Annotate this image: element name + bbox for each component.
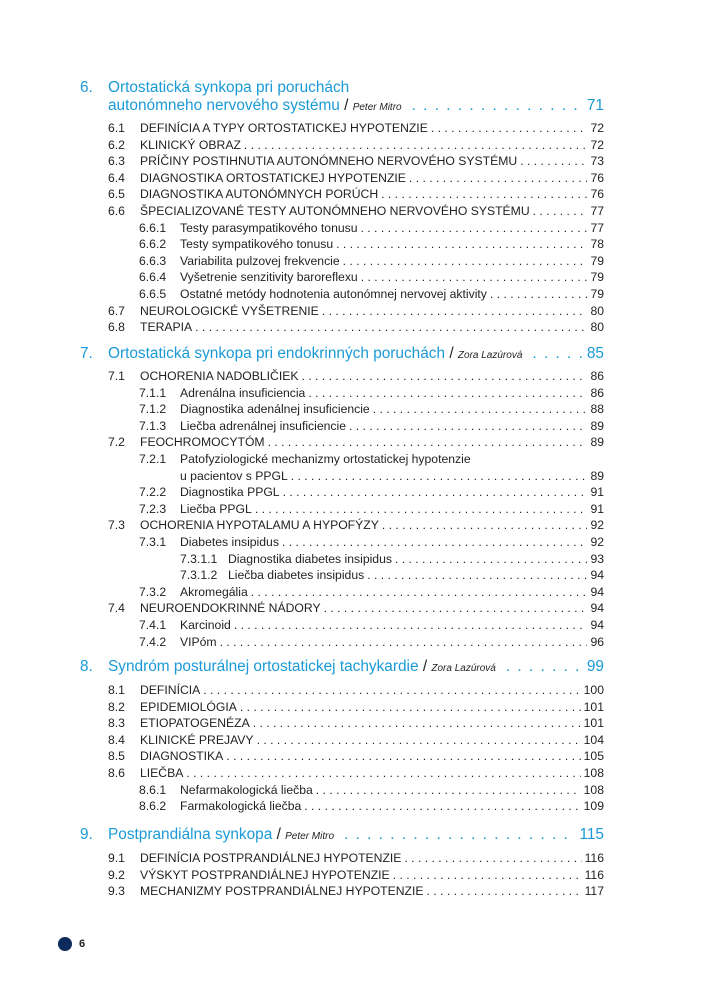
entry-page: 101 <box>583 699 604 714</box>
toc-entry[interactable] <box>108 868 604 883</box>
entry-page: 77 <box>590 204 604 218</box>
dot-leader <box>283 485 588 500</box>
entry-title: DEFINÍCIA POSTPRANDIÁLNEJ HYPOTENZIE <box>140 851 402 865</box>
dot-leader <box>244 138 588 153</box>
entry-number: 7.2 <box>108 435 125 450</box>
dot-leader <box>431 121 588 136</box>
entry-page: 105 <box>583 749 604 764</box>
entry-title: VIPóm <box>180 634 217 649</box>
toc-entry[interactable] <box>139 237 604 252</box>
entry-number: 6.6.1 <box>139 220 167 235</box>
toc-entry[interactable] <box>108 749 604 764</box>
chapter-number: 7. <box>80 345 93 362</box>
dot-leader <box>412 97 583 115</box>
toc-entry[interactable] <box>139 485 604 500</box>
chapter-title: Ortostatická synkopa pri endokrinných poruchách <box>108 345 446 362</box>
separator: / <box>344 97 349 114</box>
entry-number: 8.5 <box>108 749 125 764</box>
chapter-author: Peter Mitro <box>352 102 402 113</box>
chapter-number: 9. <box>80 826 93 843</box>
entry-title: PRÍČINY POSTIHNUTIA AUTONÓMNEHO NERVOVÉHO SYSTÉMU <box>140 154 518 169</box>
chapter-author: Zora Lazúrová <box>457 350 523 361</box>
chapter-number: 8. <box>80 658 93 675</box>
entry-title: LIEČBA <box>140 766 184 780</box>
entry-title: ŠPECIALIZOVANÉ TESTY AUTONÓMNEHO NERVOVÉHO SYSTÉMU <box>140 204 530 218</box>
dot-leader <box>490 287 588 302</box>
entry-page: 93 <box>590 551 604 566</box>
entry-title: EPIDEMIOLÓGIA <box>140 699 237 714</box>
entry-page: 96 <box>590 634 604 649</box>
dot-leader <box>336 237 587 252</box>
dot-leader <box>195 320 587 335</box>
entry-number: 8.6.2 <box>139 799 167 814</box>
entry-page: 79 <box>590 270 604 285</box>
dot-leader <box>361 270 588 285</box>
entry-title: Vyšetrenie senzitivity baroreflexu <box>180 270 358 285</box>
entry-title: Testy sympatikového tonusu <box>180 237 334 252</box>
entry-title: Diagnostika adenálnej insuficiencie <box>180 402 370 417</box>
dot-leader <box>253 716 581 731</box>
dot-leader <box>322 304 588 319</box>
entry-page: 77 <box>590 220 604 235</box>
toc-entry[interactable] <box>108 304 604 319</box>
entry-page: 73 <box>590 154 604 169</box>
toc-entry[interactable] <box>139 419 604 434</box>
entry-title: Adrenálna insuficiencia <box>180 385 306 400</box>
chapter-page: 85 <box>586 345 604 362</box>
entry-page: 89 <box>590 468 604 483</box>
chapter-author: Zora Lazúrová <box>431 663 496 674</box>
entry-title: KLINICKÉ PREJAVY <box>140 732 254 747</box>
dot-leader <box>349 419 587 434</box>
entry-page: 89 <box>590 418 604 433</box>
dot-leader <box>255 502 588 517</box>
entry-page: 100 <box>583 683 604 697</box>
entry-title: DIAGNOSTIKA ORTOSTATICKEJ HYPOTENZIE <box>140 170 406 185</box>
entry-title: KLINICKÝ OBRAZ <box>140 137 241 152</box>
entry-title: Liečba adrenálnej insuficiencie <box>180 418 346 433</box>
toc-entry[interactable] <box>139 783 604 798</box>
entry-page: 72 <box>590 121 604 135</box>
toc-entry[interactable] <box>108 154 604 169</box>
dot-leader <box>324 601 588 616</box>
entry-page: 79 <box>590 287 604 301</box>
chapter-number: 6. <box>80 79 93 96</box>
entry-number: 8.6.1 <box>139 782 167 797</box>
entry-page: 76 <box>590 170 604 185</box>
dot-leader <box>520 154 587 169</box>
toc-entry[interactable] <box>180 568 604 583</box>
toc-entry[interactable] <box>108 138 604 153</box>
dot-leader <box>234 618 588 633</box>
dot-leader <box>220 635 588 650</box>
dot-leader <box>291 469 588 484</box>
entry-page: 109 <box>583 799 604 814</box>
toc-entry[interactable] <box>108 320 604 335</box>
entry-title: DEFINÍCIA <box>140 683 201 697</box>
entry-title: Nefarmakologická liečba <box>180 782 313 797</box>
dot-leader <box>186 766 580 781</box>
entry-number: 8.1 <box>108 683 125 697</box>
entry-title: DIAGNOSTIKA AUTONÓMNYCH PORÚCH <box>140 187 379 202</box>
footer-page-number: 6 <box>79 938 86 950</box>
entry-title: NEUROLOGICKÉ VYŠETRENIE <box>140 303 319 318</box>
toc-entry[interactable] <box>139 270 604 285</box>
entry-title: FEOCHROMOCYTÓM <box>140 435 265 450</box>
entry-page: 92 <box>590 535 604 549</box>
chapter-6-title-line1 <box>80 79 349 97</box>
dot-leader <box>506 658 583 676</box>
entry-page: 79 <box>590 253 604 268</box>
entry-page: 94 <box>590 568 604 583</box>
toc-entry[interactable] <box>108 683 604 698</box>
entry-title: Liečba diabetes insipidus <box>228 568 365 583</box>
dot-leader <box>343 254 588 269</box>
entry-page: 108 <box>583 766 604 780</box>
entry-title: OCHORENIA HYPOTALAMU A HYPOFÝZY <box>140 518 379 533</box>
entry-page: 94 <box>590 601 604 616</box>
dot-leader <box>251 585 588 600</box>
toc-entry[interactable] <box>108 716 604 731</box>
entry-title: Farmakologická liečba <box>180 799 302 814</box>
entry-number: 6.1 <box>108 121 125 135</box>
entry-number: 7.1.3 <box>139 418 167 433</box>
entry-page: 86 <box>590 369 604 383</box>
entry-number: 6.7 <box>108 303 125 318</box>
separator: / <box>276 826 281 843</box>
entry-number: 8.2 <box>108 699 125 714</box>
toc-entry[interactable] <box>108 187 604 202</box>
entry-page: 108 <box>583 782 604 797</box>
toc-entry-continuation[interactable] <box>180 469 604 484</box>
toc-entry[interactable] <box>139 585 604 600</box>
entry-number: 7.3.2 <box>139 584 167 599</box>
toc-entry[interactable] <box>139 799 604 814</box>
toc-entry[interactable] <box>108 518 604 533</box>
entry-title: Liečba PPGL <box>180 501 252 516</box>
entry-title: Patofyziologické mechanizmy ortostatickej hypotenzie <box>180 452 471 466</box>
entry-title: OCHORENIA NADOBLIČIEK <box>140 369 299 383</box>
entry-page: 91 <box>590 485 604 500</box>
entry-number: 7.3.1.2 <box>180 568 218 583</box>
entry-number: 7.4.1 <box>139 618 167 632</box>
entry-title: Ostatné metódy hodnotenia autonómnej nervovej aktivity <box>180 287 487 301</box>
dot-leader <box>395 552 587 567</box>
entry-title: VÝSKYT POSTPRANDIÁLNEJ HYPOTENZIE <box>140 867 390 882</box>
entry-page: 92 <box>590 518 604 533</box>
entry-number: 9.3 <box>108 884 125 899</box>
entry-number: 7.1 <box>108 369 125 383</box>
toc-entry[interactable] <box>108 369 604 384</box>
toc-entry[interactable] <box>108 204 604 219</box>
entry-page: 104 <box>583 732 604 747</box>
entry-page: 78 <box>590 237 604 252</box>
entry-page: 76 <box>590 187 604 202</box>
toc-entry[interactable] <box>108 171 604 186</box>
chapter-title: Ortostatická synkopa pri poruchách <box>108 79 350 96</box>
toc-entry[interactable] <box>139 502 604 517</box>
entry-page: 89 <box>590 435 604 450</box>
entry-title: Karcinoid <box>180 618 231 632</box>
dot-leader <box>282 535 588 550</box>
dot-leader <box>203 683 580 698</box>
dot-leader <box>308 386 587 401</box>
entry-number: 7.4 <box>108 601 125 616</box>
chapter-page: 115 <box>579 826 604 843</box>
toc-entry[interactable] <box>108 766 604 781</box>
entry-page: 91 <box>590 501 604 516</box>
dot-leader <box>382 518 588 533</box>
dot-leader <box>316 783 581 798</box>
entry-page: 116 <box>584 851 604 865</box>
entry-number: 6.6 <box>108 204 125 218</box>
dot-leader <box>361 221 588 236</box>
chapter-page: 71 <box>586 97 604 114</box>
entry-number: 9.1 <box>108 851 125 865</box>
entry-title: DIAGNOSTIKA <box>140 749 224 764</box>
entry-number: 8.3 <box>108 716 125 731</box>
toc-entry[interactable] <box>139 535 604 550</box>
dot-leader <box>381 187 587 202</box>
entry-title: Testy parasympatikového tonusu <box>180 220 358 235</box>
entry-number: 7.3.1.1 <box>180 551 218 566</box>
dot-leader <box>304 799 580 814</box>
entry-number: 6.4 <box>108 170 125 185</box>
entry-number: 6.8 <box>108 320 125 335</box>
chapter-title: Postprandiálna synkopa <box>108 826 273 843</box>
separator: / <box>422 658 428 675</box>
dot-leader <box>367 568 587 583</box>
entry-number: 7.4.2 <box>139 634 167 649</box>
entry-title: TERAPIA <box>140 320 193 335</box>
dot-leader <box>427 884 582 899</box>
dot-leader <box>257 733 581 748</box>
entry-page: 72 <box>590 137 604 152</box>
entry-number: 6.6.5 <box>139 287 167 301</box>
entry-page: 86 <box>590 385 604 400</box>
toc-entry[interactable] <box>139 386 604 401</box>
toc-entry[interactable] <box>180 552 604 567</box>
entry-number: 7.1.1 <box>139 385 167 400</box>
entry-page: 101 <box>583 716 604 731</box>
entry-title: Diabetes insipidus <box>180 535 279 549</box>
entry-page: 94 <box>590 584 604 599</box>
toc-entry[interactable] <box>139 402 604 417</box>
entry-number: 6.6.3 <box>139 253 167 268</box>
toc-entry[interactable] <box>108 121 604 136</box>
toc-entry[interactable] <box>139 287 604 302</box>
toc-entry[interactable] <box>108 733 604 748</box>
entry-number: 7.2.1 <box>139 452 167 466</box>
dot-leader <box>240 700 581 715</box>
dot-leader <box>373 402 588 417</box>
entry-number: 6.3 <box>108 154 125 169</box>
entry-page: 80 <box>590 303 604 318</box>
entry-number: 7.2.2 <box>139 485 167 500</box>
dot-leader <box>532 345 582 363</box>
entry-page: 80 <box>590 320 604 335</box>
entry-page: 116 <box>584 867 604 882</box>
entry-number: 7.1.2 <box>139 402 167 417</box>
entry-title: NEUROENDOKRINNÉ NÁDORY <box>140 601 321 616</box>
dot-leader <box>226 749 580 764</box>
entry-number: 8.6 <box>108 766 125 780</box>
entry-title: ETIOPATOGENÉZA <box>140 716 250 731</box>
entry-number: 8.4 <box>108 732 125 747</box>
entry-page: 117 <box>584 884 604 899</box>
entry-number: 6.6.4 <box>139 270 167 285</box>
toc-entry[interactable] <box>108 884 604 899</box>
chapter-title: Syndróm posturálnej ortostatickej tachykardie <box>108 658 419 675</box>
entry-title: Variabilita pulzovej frekvencie <box>180 253 340 268</box>
toc-entry[interactable] <box>108 435 604 450</box>
chapter-6-title-line2[interactable] <box>108 97 604 117</box>
separator: / <box>449 345 454 362</box>
dot-leader <box>404 851 581 866</box>
entry-title: Diagnostika diabetes insipidus <box>228 551 392 566</box>
entry-page: 94 <box>590 618 604 632</box>
chapter-7-title[interactable] <box>80 345 604 365</box>
entry-number: 6.2 <box>108 137 125 152</box>
toc-entry[interactable] <box>139 618 604 633</box>
entry-title: Diagnostika PPGL <box>180 485 280 500</box>
chapter-8-title[interactable] <box>80 658 604 678</box>
page-marker-dot <box>58 937 72 951</box>
chapter-9-title[interactable] <box>80 826 604 846</box>
entry-number: 6.6.2 <box>139 237 167 252</box>
chapter-author: Peter Mitro <box>285 831 335 842</box>
entry-title-cont: u pacientov s PPGL <box>180 468 288 483</box>
dot-leader <box>409 171 588 186</box>
entry-number: 6.5 <box>108 187 125 202</box>
toc-entry[interactable] <box>108 700 604 715</box>
entry-number: 7.3.1 <box>139 535 167 549</box>
chapter-page: 99 <box>586 658 604 675</box>
toc-entry[interactable] <box>139 635 604 650</box>
entry-title: MECHANIZMY POSTPRANDIÁLNEJ HYPOTENZIE <box>140 884 424 899</box>
chapter-title-cont: autonómneho nervového systému <box>108 97 340 114</box>
dot-leader <box>344 826 575 844</box>
toc-entry[interactable] <box>139 254 604 269</box>
entry-number: 9.2 <box>108 867 125 882</box>
toc-entry[interactable] <box>139 452 604 467</box>
entry-number: 7.2.3 <box>139 501 167 516</box>
entry-title: Akromegália <box>180 584 248 599</box>
dot-leader <box>301 369 587 384</box>
entry-title: DEFINÍCIA A TYPY ORTOSTATICKEJ HYPOTENZIE <box>140 121 428 135</box>
entry-page: 88 <box>590 402 604 417</box>
entry-number: 7.3 <box>108 518 125 533</box>
toc-entry[interactable] <box>139 221 604 236</box>
dot-leader <box>268 435 588 450</box>
toc-entry[interactable] <box>108 601 604 616</box>
dot-leader <box>533 204 588 219</box>
dot-leader <box>393 868 582 883</box>
toc-entry[interactable] <box>108 851 604 866</box>
